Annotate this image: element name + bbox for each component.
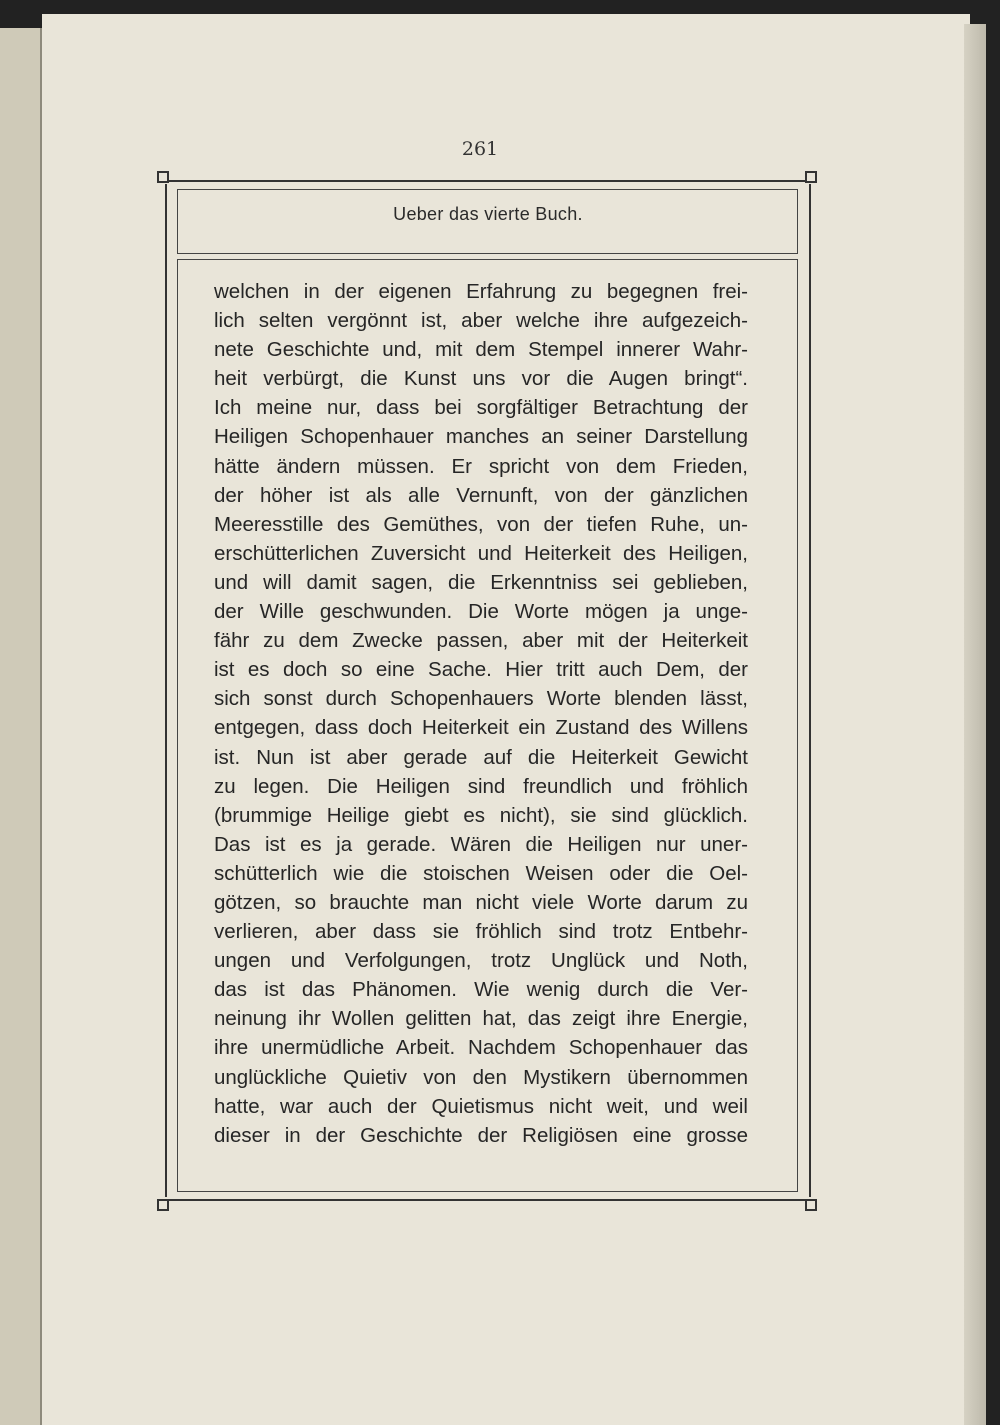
text-line: Heiligen Schopenhauer manches an seiner Darstellung	[214, 425, 748, 449]
frame-corner-bottom-right	[805, 1199, 817, 1211]
text-line: ist. Nun ist aber gerade auf die Heiterkeit Gewicht	[214, 745, 748, 769]
text-line: neinung ihr Wollen gelitten hat, das zeigt ihre Energie,	[214, 1007, 748, 1031]
text-line: (brummige Heilige giebt es nicht), sie sind glücklich.	[214, 803, 748, 827]
previous-page-edge	[0, 28, 42, 1425]
text-line: welchen in der eigenen Erfahrung zu begegnen frei-	[214, 280, 748, 303]
text-line: nete Geschichte und, mit dem Stempel innerer Wahr-	[214, 338, 748, 362]
frame-left-rule	[165, 184, 167, 1197]
text-line: der höher ist als alle Vernunft, von der gänzlichen	[214, 483, 748, 507]
body-text	[214, 277, 748, 1150]
text-line: zu legen. Die Heiligen sind freundlich und fröhlich	[214, 774, 748, 798]
text-line: heit verbürgt, die Kunst uns vor die Augen bringt“.	[214, 367, 748, 391]
text-line: sich sonst durch Schopenhauers Worte blenden lässt,	[214, 687, 748, 711]
frame-corner-bottom-left	[157, 1199, 169, 1211]
text-line: schütterlich wie die stoischen Weisen oder die Oel-	[214, 861, 748, 885]
frame-bottom-rule	[166, 1199, 812, 1201]
text-line: verlieren, aber dass sie fröhlich sind trotz Entbehr-	[214, 920, 748, 944]
page-number: 261	[461, 138, 499, 160]
text-line: hatte, war auch der Quietismus nicht weit, und weil	[214, 1094, 748, 1118]
text-line: Das ist es ja gerade. Wären die Heiligen nur uner-	[214, 832, 748, 856]
text-line: und will damit sagen, die Erkenntniss sei geblieben,	[214, 570, 748, 594]
text-line: das ist das Phänomen. Wie wenig durch die Ver-	[214, 978, 748, 1002]
text-line: Meeresstille des Gemüthes, von der tiefen Ruhe, un-	[214, 512, 748, 536]
frame-right-rule	[809, 184, 811, 1197]
frame-corner-top-right	[805, 171, 817, 183]
text-line: ihre unermüdliche Arbeit. Nachdem Schopenhauer das	[214, 1036, 748, 1060]
text-line: ist es doch so eine Sache. Hier tritt auch Dem, der	[214, 658, 748, 682]
text-line: fähr zu dem Zwecke passen, aber mit der Heiterkeit	[214, 629, 748, 653]
text-line: dieser in der Geschichte der Religiösen eine grosse	[214, 1123, 748, 1147]
text-line: götzen, so brauchte man nicht viele Worte darum zu	[214, 890, 748, 914]
frame-top-rule	[166, 180, 812, 182]
text-line: unglückliche Quietiv von den Mystikern übernommen	[214, 1065, 748, 1089]
text-line: Ich meine nur, dass bei sorgfältiger Betrachtung der	[214, 396, 748, 420]
text-line: entgegen, dass doch Heiterkeit ein Zustand des Willens	[214, 716, 748, 740]
running-head: Ueber das vierte Buch.	[393, 204, 583, 224]
text-line: erschütterlichen Zuversicht und Heiterkeit des Heiligen,	[214, 541, 748, 565]
text-line: hätte ändern müssen. Er spricht von dem Frieden,	[214, 454, 748, 478]
page-stack-edge	[964, 24, 986, 1425]
text-line: lich selten vergönnt ist, aber welche ihre aufgezeich-	[214, 309, 748, 333]
text-line: ungen und Verfolgungen, trotz Unglück und Noth,	[214, 949, 748, 973]
text-line: der Wille geschwunden. Die Worte mögen ja unge-	[214, 600, 748, 624]
frame-corner-top-left	[157, 171, 169, 183]
